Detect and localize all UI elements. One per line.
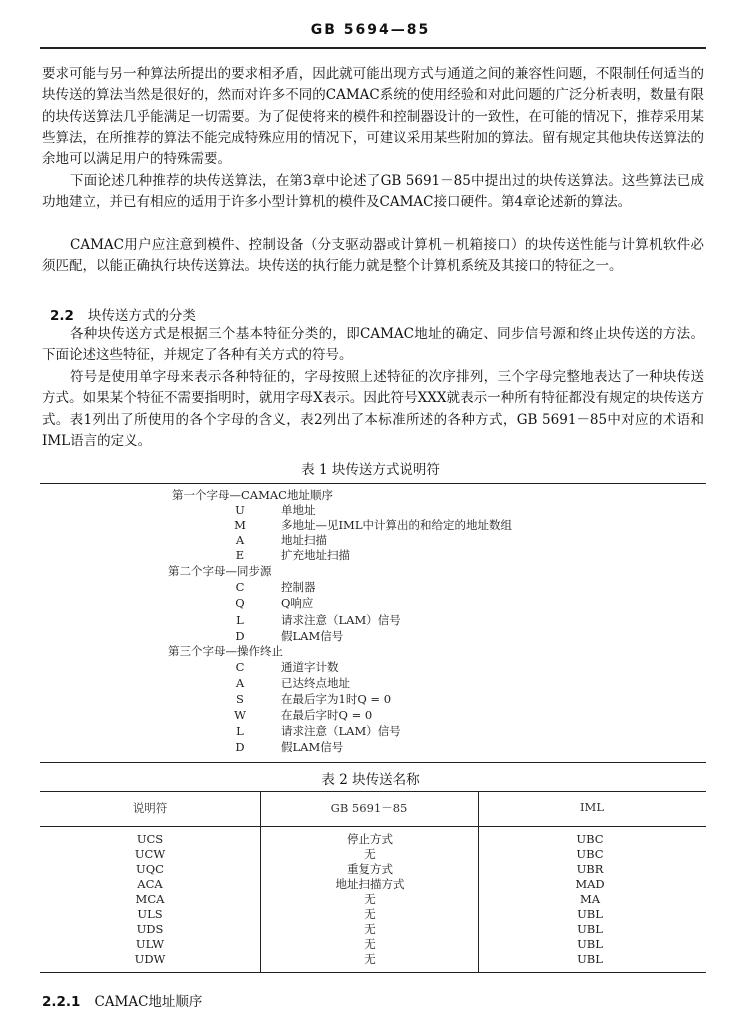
table2-cell: MA xyxy=(579,892,601,906)
table1-code: M xyxy=(234,518,246,532)
table2-cell: 无 xyxy=(364,952,376,966)
table1-desc: 假LAM信号 xyxy=(281,629,344,643)
table1-desc: 请求注意（LAM）信号 xyxy=(281,613,401,627)
table2-cell: UDS xyxy=(136,922,164,936)
table1-code: D xyxy=(235,629,245,643)
table1-top-rule xyxy=(40,483,706,484)
table2-header-iml: IML xyxy=(580,800,604,814)
table1-desc: 已达终点地址 xyxy=(281,676,350,690)
table2-cell: ULS xyxy=(137,907,163,921)
table1-group-heading: 第三个字母—操作终止 xyxy=(168,644,283,658)
table2-cell: ACA xyxy=(137,877,163,891)
table2-cell: 重复方式 xyxy=(347,862,393,876)
section-title: CAMAC地址顺序 xyxy=(94,994,203,1010)
paragraph-3: CAMAC用户应注意到模件、控制设备（分支驱动器或计算机－机箱接口）的块传送性能与计算机软件必须匹配，以能正确执行块传送算法。块传送的执行能力就是整个计算机系统及其接口的特征之一。 xyxy=(42,237,704,275)
table1-code: C xyxy=(235,580,245,594)
table1-desc: 扩充地址扫描 xyxy=(281,548,350,562)
table2-top-rule xyxy=(40,791,706,792)
table2-cell: MAD xyxy=(575,877,605,891)
table2-header-gb: GB 5691－85 xyxy=(330,801,408,815)
table2-cell: 无 xyxy=(364,892,376,906)
table1-desc: Q响应 xyxy=(281,596,314,610)
table2-cell: UCS xyxy=(136,832,164,846)
table1-code: C xyxy=(235,660,245,674)
table2-cell: UCW xyxy=(134,847,166,861)
table1-desc: 单地址 xyxy=(281,503,316,517)
table2-cell: 无 xyxy=(364,937,376,951)
table1-desc: 在最后字为1时Q = 0 xyxy=(281,692,392,706)
table1-code: A xyxy=(235,676,245,690)
table1-desc: 在最后字时Q = 0 xyxy=(281,708,373,722)
table1-desc: 请求注意（LAM）信号 xyxy=(281,724,401,738)
table2-cell: MCA xyxy=(135,892,165,906)
table2-header-rule xyxy=(40,826,706,827)
table1-group-heading: 第一个字母—CAMAC地址顺序 xyxy=(172,488,333,502)
table2-cell: 停止方式 xyxy=(347,832,393,846)
table1-caption: 表 1 块传送方式说明符 xyxy=(301,462,440,478)
page-header: GB 5694—85 xyxy=(310,22,431,38)
table2-cell: 无 xyxy=(364,922,376,936)
section-title: 块传送方式的分类 xyxy=(87,308,196,324)
table2-cell: ULW xyxy=(135,937,165,951)
table2-cell: 无 xyxy=(364,907,376,921)
table1-desc: 控制器 xyxy=(281,580,316,594)
table2-cell: UQC xyxy=(136,862,164,876)
table2-cell: UBL xyxy=(577,922,603,936)
table1-desc: 地址扫描 xyxy=(281,533,327,547)
section-2-2-heading xyxy=(50,304,196,324)
table2-cell: 地址扫描方式 xyxy=(335,877,405,891)
table1-bottom-rule xyxy=(40,762,706,763)
table2-cell: UBL xyxy=(577,907,603,921)
table1-desc: 假LAM信号 xyxy=(281,740,344,754)
table1-code: Q xyxy=(235,596,245,610)
table1-code: A xyxy=(235,533,245,547)
header-rule xyxy=(40,47,706,49)
table2-cell: UBC xyxy=(576,832,604,846)
paragraph-4: 各种块传送方式是根据三个基本特征分类的，即CAMAC地址的确定、同步信号源和终止块传送的方法。下面论述这些特征，并规定了各种有关方式的符号。 xyxy=(42,326,704,364)
table2-cell: 无 xyxy=(364,847,376,861)
section-number: 2.2 xyxy=(50,308,74,324)
table1-code: D xyxy=(235,740,245,754)
table2-cell: UBR xyxy=(576,862,604,876)
table2-cell: UDW xyxy=(134,952,166,966)
table2-cell: UBL xyxy=(577,937,603,951)
table2-col-divider xyxy=(260,791,261,972)
paragraph-2: 下面论述几种推荐的块传送算法，在第3章中论述了GB 5691－85中提出过的块传送算法。这些算法已成功地建立，并已有相应的适用于许多小型计算机的模件及CAMAC接口硬件。第4章论述新的算法。 xyxy=(42,173,704,211)
table2-cell: UBL xyxy=(577,952,603,966)
table2-col-divider xyxy=(478,791,479,972)
table1-code: E xyxy=(235,548,245,562)
table2-header-descriptor: 说明符 xyxy=(132,801,168,815)
table1-code: L xyxy=(236,613,244,627)
table1-group-heading: 第二个字母—同步源 xyxy=(168,564,272,578)
table1-desc: 通道字计数 xyxy=(281,660,339,674)
paragraph-5: 符号是使用单字母来表示各种特征的，字母按照上述特征的次序排列，三个字母完整地表达了一种块传送方式。如果某个特征不需要指明时，就用字母X表示。因此符号XXX就表示一种所有特征都没有规定的块传送方式。表1列出了所使用的各个字母的含义，表2列出了本标准所述的各种方式，GB 5691－85中对应的术语和IML语言的定义。 xyxy=(42,369,704,449)
table2-bottom-rule xyxy=(40,972,706,973)
paragraph-1: 要求可能与另一种算法所提出的要求相矛盾，因此就可能出现方式与通道之间的兼容性问题，不限制任何适当的块传送的算法当然是很好的，然而对许多不同的CAMAC系统的使用经验和对此问题的广泛分析表明，数量有限的块传送算法几乎能满足一切需要。为了促使将来的模件和控制器设计的一致性，在可能的情况下，推荐采用某些算法，在所推荐的算法不能完成特殊应用的情况下，可建议采用某些附加的算法。留有规定其他块传送算法的余地可以满足用户的特殊需要。 xyxy=(42,66,704,168)
table1-code: S xyxy=(236,692,244,706)
table1-code: U xyxy=(235,503,245,517)
section-number: 2.2.1 xyxy=(42,994,81,1010)
table2-cell: UBC xyxy=(576,847,604,861)
table1-code: L xyxy=(236,724,244,738)
section-2-2-1-heading xyxy=(42,990,202,1010)
table1-code: W xyxy=(234,708,246,722)
table1-desc: 多地址—见IML中计算出的和给定的地址数组 xyxy=(281,518,512,532)
table2-caption: 表 2 块传送名称 xyxy=(321,772,420,788)
